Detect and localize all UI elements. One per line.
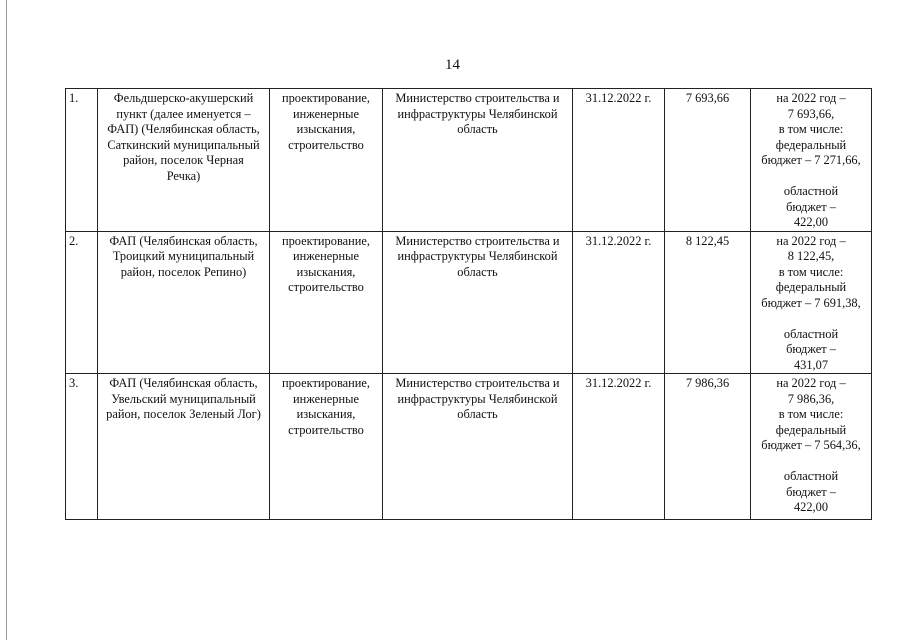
customer-line: Министерство строительства и [395,233,560,248]
deadline-cell: 31.12.2022 г. [573,89,665,232]
facilities-table [65,88,872,520]
work-line: строительство [288,422,364,437]
funding-line: областной [783,184,839,198]
funding-line: на 2022 год – [776,376,846,390]
object-line: Увельский муниципальный [111,391,256,406]
object-line: Троицкий муниципальный [112,249,255,263]
customer-line: область [457,407,498,421]
page-number: 14 [445,57,460,73]
funding-line: на 2022 год – [776,233,846,248]
funding-spacer [754,454,868,470]
funding-line: федеральный [775,137,847,152]
row-number: 3. [66,374,98,520]
customer-line: инфраструктуры Челябинской [397,249,558,263]
amount-cell: 8 122,45 [665,231,751,374]
page-edge-line [6,0,7,640]
work-line: изыскания, [296,264,356,279]
funding-spacer [754,311,868,327]
object-line: район, поселок Зеленый Лог) [106,407,261,421]
funding-line: 422,00 [793,215,829,229]
work-line: проектирование, [281,233,370,248]
deadline-cell: 31.12.2022 г. [573,374,665,520]
funding-spacer [754,169,868,185]
work-line: изыскания, [296,122,356,136]
object-line: Речка) [166,168,201,183]
funding-line: на 2022 год – [776,91,846,105]
object-line: ФАП (Челябинская область, [109,233,258,248]
customer-line: инфраструктуры Челябинской [397,106,558,121]
customer-line: область [457,264,498,279]
funding-line: в том числе: [778,122,844,136]
funding-line: бюджет – [786,484,836,499]
work-type-cell [270,374,383,520]
funding-line: областной [783,326,839,341]
object-line: ФАП (Челябинская область, [109,376,258,390]
funding-line: бюджет – [786,342,836,356]
work-line: инженерные [293,391,359,406]
object-line: Саткинский муниципальный [107,137,260,152]
funding-line: 7 986,36, [787,391,835,406]
funding-line: 8 122,45, [787,249,835,263]
work-type-cell [270,231,383,374]
funding-line: федеральный [775,280,847,294]
customer-line: Министерство строительства и [395,91,560,105]
funding-cell [751,231,872,374]
funding-line: бюджет – 7 691,38, [761,295,861,310]
deadline-cell: 31.12.2022 г. [573,231,665,374]
funding-line: бюджет – 7 564,36, [761,438,861,452]
funding-line: бюджет – 7 271,66, [761,153,861,167]
funding-line: в том числе: [778,407,844,421]
row-number: 2. [66,231,98,374]
table-row [66,89,872,232]
row-number: 1. [66,89,98,232]
work-line: изыскания, [296,407,356,421]
object-line: район, поселок Черная [123,153,244,167]
funding-line: 7 693,66, [787,106,835,121]
funding-line: федеральный [775,422,847,437]
amount-cell: 7 986,36 [665,374,751,520]
work-line: проектирование, [281,376,370,390]
funding-line: 422,00 [793,500,829,514]
funding-line: бюджет – [786,199,836,214]
amount-cell: 7 693,66 [665,89,751,232]
funding-line: 431,07 [793,357,829,372]
table-row [66,231,872,374]
customer-line: инфраструктуры Челябинской [397,391,558,406]
customer-cell [383,89,573,232]
table-row [66,374,872,520]
customer-cell [383,231,573,374]
funding-line: областной [783,469,839,483]
work-line: строительство [288,280,364,294]
object-line: район, поселок Репино) [120,264,247,279]
object-line: пункт (далее именуется – [116,106,251,121]
funding-line: в том числе: [778,264,844,279]
object-cell [98,231,270,374]
customer-cell [383,374,573,520]
object-line: ФАП) (Челябинская область, [107,122,260,136]
object-cell [98,89,270,232]
work-line: проектирование, [281,91,370,105]
funding-cell [751,374,872,520]
funding-cell [751,89,872,232]
object-cell [98,374,270,520]
work-type-cell [270,89,383,232]
work-line: строительство [288,137,364,152]
work-line: инженерные [293,249,359,263]
customer-line: Министерство строительства и [395,376,560,390]
object-line: Фельдшерско-акушерский [113,91,254,105]
work-line: инженерные [293,106,359,121]
customer-line: область [457,122,498,136]
